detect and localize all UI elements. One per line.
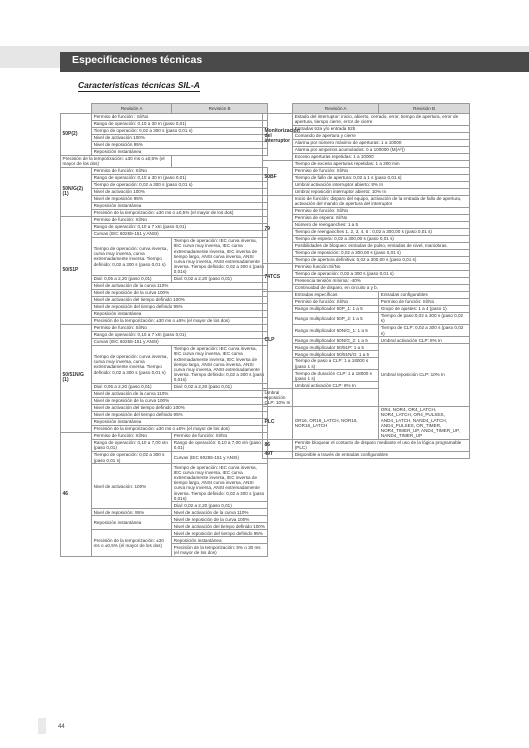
table-cell: Tiempo de operación: IEC curva inversa, IEC curva muy inversa, IEC curva extremadamente inversa, IEC inversa de tiempo largo, ANSI curva inversa, ANSI curva muy inversa, ANSI extremadamente inversa. Tiempo definido: 0,02 a 300 s (paso 0,01s) (172, 237, 268, 275)
table-cell: Nivel de reposición de la curva 100% (92, 289, 268, 296)
table-cell: Permiso función:Sí/No (293, 263, 470, 270)
table-cell: Umbral activación interruptor abierto: 8% In (293, 181, 470, 188)
table-cell: Entradas 52a y/o entrada 52b (293, 125, 470, 132)
table-row (61, 530, 268, 537)
table-cell: Tiempo de apertura definitiva: 0,02 a 300,00 s (paso 0,01 s) (293, 256, 470, 263)
table-cell: Nivel de activación: 100% (92, 464, 172, 509)
table-cell: Nivel de reposición de la curva 100% (92, 397, 268, 404)
row-header: 86 (263, 439, 293, 451)
table-cell: Inicio de función: disparo del equipo, activación de la entrada de fallo de apertura, activación del mando de apertura del interruptor (293, 195, 470, 207)
table-cell: Rango multiplicador 50P_1: 1 a 5 (293, 305, 379, 312)
table-row (263, 228, 470, 235)
table-cell: Permiso de espera: Sí/No (293, 214, 470, 221)
table-row (263, 221, 470, 228)
table-cell: Entradas configurables (379, 291, 470, 298)
table-cell: Nivel de reposición 95% (92, 141, 268, 148)
table-cell: Precisión de la temporización: ±30 ms o ±0,5% (el mayor de los dos) (61, 155, 172, 167)
table-row (61, 181, 268, 188)
table-cell: Nivel de reposición del tiempo definido 95% (92, 411, 268, 418)
table-cell: Permiso de función: Sí/No (92, 432, 172, 439)
table-cell: Reposición instantánea (172, 537, 268, 544)
table-row (263, 344, 470, 351)
row-header: 49T (263, 452, 293, 459)
table-row (263, 153, 470, 160)
table-row (263, 270, 470, 277)
table-cell: Umbral reposición CLP: 10% In (263, 389, 293, 406)
table-cell: Permiso de función: Sí/No (92, 324, 268, 331)
table-cell: Rango multiplicador 50N/G_2: 1 a 5 (293, 337, 379, 344)
table-cell: Nivel de reposición del tiempo definido 95% (172, 530, 268, 537)
table-cell: Estado del interruptor: inicio, abierto, cerrado, error, tiempo de apertura, error de apertura, tiempo cierre, error de cierre (293, 113, 470, 125)
table-row (61, 425, 268, 432)
table-cell: Nivel de activación del tiempo definido 100% (172, 523, 268, 530)
table-cell: Precisión de la temporización: ±30 ms o ±0,5% (el mayor de los dos) (92, 530, 172, 556)
table-cell: Dial: 0,02 a 2,20 (paso 0,01) (172, 275, 268, 282)
table-cell: Tiempo de reenganches 1, 2, 3, 4, 5 : 0,02 a 300,00 s (paso 0,01 s) (293, 228, 470, 235)
table-row (263, 195, 470, 207)
table-row (61, 317, 268, 324)
table-row (263, 146, 470, 153)
table-cell: Rango multiplicador 50/51P: 1 a 5 (293, 344, 379, 351)
table-cell: Tiempo de paso:0,02 a 300 s (paso 0,02 s) (379, 312, 470, 324)
table-cell: Precisión de la temporización: 5% o 30 ms (el mayor de los dos) (172, 544, 268, 556)
table-cell: Nivel de activación 100% (92, 188, 268, 195)
table-cell: Rango de operación: 0,10 a 7,00 xIn (paso 0,01) (172, 439, 268, 451)
table-cell: Nivel de activación de la curva 110% (92, 282, 268, 289)
table-row (61, 509, 268, 516)
section-title: Especificaciones técnicas (72, 54, 203, 66)
table-row (263, 263, 470, 270)
table-cell: Rango de operación: 0,10 a 30 In (paso 0,01) (92, 120, 268, 127)
table-cell: Nivel de activación de la curva 110% (172, 509, 268, 516)
row-header: 50/51N/G (1) (61, 324, 92, 432)
table-cell: Comando de apertura y cierre (293, 132, 470, 139)
table-row (61, 275, 268, 282)
table-row (61, 134, 268, 141)
table-row (61, 216, 268, 223)
table-row (61, 237, 268, 275)
table-row (263, 235, 470, 242)
table-row (263, 305, 470, 312)
table-cell: Nivel de reposición: 95% (92, 509, 172, 516)
row-header: 50BF (263, 160, 293, 195)
left-header-rev-b: Revisión B (172, 104, 268, 114)
table-cell: Nivel de activación 100% (92, 134, 268, 141)
table-cell: Tiempo de duración CLP: 1 a 18000 s (paso 1 s) (293, 370, 379, 382)
table-row (61, 439, 268, 451)
table-row (263, 312, 470, 324)
table-row (61, 432, 268, 439)
left-header-rev-a: Revisión A (92, 104, 172, 114)
table-cell: Tiempo de operación: curva inversa, curva muy inversa, curva extremadamente inversa. Tiempo definido: 0,02 a 300 s (paso 0,01 s) (92, 345, 172, 383)
table-cell: Precisión de la temporización: ±30 ms o ±5% (el mayor de los dos) (92, 317, 268, 324)
table-row (263, 298, 470, 305)
table-cell: Alarma por amperios acumulados: 0 a 100000 (M(A²)) (293, 146, 470, 153)
table-cell: OR4, NOR4, OR4_LATCH, NOR4_LATCH, OR4_PULSES, AND4_LATCH, NAND4_LATCH, AND4_PULSES, OR_TIMER, NOR4_TIMER_UP, AND4_TIMER_UP, NAND4_TIMER_UP (379, 406, 470, 439)
table-cell: Permiso de función: Sí/No (172, 432, 268, 439)
table-row (263, 256, 470, 263)
right-corner-cell (263, 104, 293, 114)
table-row (61, 113, 268, 120)
table-cell: Alarma por número máximo de aperturas: 1 a 10000 (293, 139, 470, 146)
row-header: 46 (61, 432, 92, 556)
table-cell: Nivel de activación del tiempo definido 100% (92, 296, 268, 303)
table-row (263, 452, 470, 459)
table-row (263, 214, 470, 221)
table-cell: Presencia tensión mínima: -40% (293, 277, 470, 284)
table-cell: Rango de operación: 0,10 a 7 xIn (paso 0,01) (92, 223, 268, 230)
table-cell: Permiso de función : Sí/No (92, 113, 268, 120)
table-cell: Umbral activación CLP: 8% In (293, 382, 379, 389)
table-cell: Reposición instantánea (92, 148, 268, 155)
right-table-body (263, 113, 470, 458)
table-row (61, 167, 268, 174)
table-row (263, 174, 470, 181)
table-cell: Tiempo de espera: 0,02 a 300,00 s (paso 0,01 s) (293, 235, 470, 242)
table-cell: Rango multiplicador 50N/G_1: 1 a 5 (293, 324, 379, 336)
table-cell: Reposición instantánea (92, 202, 268, 209)
table-cell: Umbral reposición interruptor abierto: 10% In (293, 188, 470, 195)
table-row (61, 282, 268, 289)
table-cell: Permiso de función: Sí/No (92, 216, 268, 223)
table-row (61, 120, 268, 127)
table-cell: Permiso de función: Sí/No (92, 167, 268, 174)
page-subtitle: Características técnicas SIL-A (78, 80, 200, 90)
table-row (61, 516, 268, 523)
table-row (61, 223, 268, 230)
table-cell: Umbral reposición CLP: 10% In (379, 344, 470, 407)
page-number: 44 (58, 724, 65, 730)
table-cell: Permiso de función: Sí/No (293, 167, 470, 174)
table-cell: Curvas (IEC 60255-151 y ANSI) (92, 230, 268, 237)
table-row (61, 338, 268, 345)
table-row (61, 230, 268, 237)
table-cell: Nivel de reposición 95% (92, 195, 268, 202)
table-cell: Reposición instantánea (92, 418, 268, 425)
table-cell: Curvas (IEC 60255-151 y ANSI) (172, 452, 268, 464)
table-row (61, 202, 268, 209)
page-edge-mark (38, 718, 46, 734)
table-cell: Continuidad de disparo, en circuito a y b. (293, 284, 470, 291)
table-row (61, 418, 268, 425)
table-cell: Permiso de función: Sí/No (293, 208, 470, 215)
table-cell: Exceso aperturas repetidas: 1 a 10000 (293, 153, 470, 160)
table-cell: Tiempo de operación: IEC curva inversa, IEC curva muy inversa, IEC curva extremadamente inversa, IEC inversa de tiempo largo, ANSI curva inversa, ANSI curva muy inversa, ANSI extremadamente inversa. Tiempo definido: 0,02 a 300 s (paso 0,01s) (172, 345, 268, 383)
table-cell: Nivel de reposición del tiempo definido 95% (92, 303, 268, 310)
table-row (263, 277, 470, 284)
table-row (61, 331, 268, 338)
table-cell: Tiempo de operación: IEC curva inversa, IEC curva muy inversa, IEC curva extremadamente inversa, IEC inversa de tiempo largo, ANSI curva inversa, ANSI curva muy inversa, ANSI extremadamente inversa. Tiempo definido: 0,02 a 300 s (paso 0,01s) (172, 464, 268, 502)
table-cell: Nivel de reposición de la curva 100% (172, 516, 268, 523)
table-cell: Grupo de ajustes: 1 a 4 (paso 1) (379, 305, 470, 312)
table-cell: Permiso de función: Sí/No (293, 298, 379, 305)
table-row (61, 411, 268, 418)
table-row (61, 303, 268, 310)
table-row (61, 404, 268, 411)
table-cell: Número de reenganches: 1 a 5 (293, 221, 470, 228)
table-cell: Tiempo de operación: 0,02 a 300 s (paso 0,01 s) (92, 181, 268, 188)
row-header: 50P(2) (61, 113, 92, 155)
table-row (61, 148, 268, 155)
table-row (263, 188, 470, 195)
table-cell: Rango multiplicador 50P_2: 1 a 5 (293, 312, 379, 324)
table-row (263, 249, 470, 256)
right-header-rev-a: Revisión A (293, 104, 379, 114)
table-row (61, 397, 268, 404)
table-row (263, 160, 470, 167)
table-row (61, 289, 268, 296)
table-row (61, 174, 268, 181)
table-row (61, 188, 268, 195)
row-header: CLP (263, 291, 293, 389)
table-cell: Tiempo de CLP: 0,02 a 300 s (paso 0,02 s) (379, 324, 470, 336)
table-cell: Nivel de activación de la curva 110% (92, 390, 268, 397)
table-row (61, 452, 268, 464)
table-row (61, 383, 268, 390)
table-cell: Tiempo de paso a CLP: 1 a 18000 s (paso 1 s) (293, 358, 379, 370)
table-row (61, 141, 268, 148)
table-cell: Nivel de activación del tiempo definido 100% (92, 404, 268, 411)
table-row (61, 195, 268, 202)
right-spec-table (262, 103, 470, 459)
row-header: PLC (263, 406, 293, 439)
table-cell: Dial: 0,02 a 2,20 (paso 0,01) (172, 383, 268, 390)
row-header: 50/51P (61, 216, 92, 324)
table-cell: Posibilidades de bloqueo: entradas de pulso, entradas de nivel, maniobras. (293, 242, 470, 249)
table-cell: Umbral activación CLP: 8% In (379, 337, 470, 344)
table-row (263, 406, 470, 439)
table-row (263, 439, 470, 451)
table-cell: Rango de operación: 0,10 a 7,00 xIn (paso 0,01) (92, 439, 172, 451)
table-cell: Reposición instantánea (92, 310, 268, 317)
table-cell: Precisión de la temporización: ±30 ms o ±0,5% (el mayor de los dos) (92, 209, 268, 216)
row-header: 74TCS (263, 263, 293, 291)
table-row (263, 324, 470, 336)
table-row (263, 337, 470, 344)
table-row (61, 296, 268, 303)
row-header: 79 (263, 195, 293, 263)
table-cell: Dial: 0,05 a 2,20 (paso 0,01) (92, 383, 172, 390)
table-cell: Tiempo de reposición: 0,02 a 300,00 s (paso 0,01 s) (293, 249, 470, 256)
table-row (61, 345, 268, 383)
table-cell: Tiempo de operación: curva inversa, curva muy inversa, curva extremadamente inversa. Tiempo definido: 0,02 a 300 s (paso 0,01 s) (92, 237, 172, 275)
table-cell: Tiempo de operación: 0,02 a 300 s (paso 0,01 s) (92, 452, 172, 464)
left-spec-table (60, 103, 268, 557)
table-cell: Dial: 0,05 a 2,20 (paso 0,01) (92, 275, 172, 282)
table-row (263, 181, 470, 188)
table-row (61, 209, 268, 216)
table-cell: Tiempo de fallo de apertura: 0,02 a 1 s (paso 0,01 s) (293, 174, 470, 181)
table-row (263, 284, 470, 291)
table-row (263, 208, 470, 215)
table-row (263, 291, 470, 298)
table-row (61, 127, 268, 134)
row-header: 50N/G(2) (1) (61, 167, 92, 216)
table-row (263, 167, 470, 174)
table-cell: Rango de operación: 0,10 a 30 In (paso 0,01) (92, 174, 268, 181)
table-cell: OR16, OR16_LATCH, NOR16, NOR16_LATCH (293, 406, 379, 439)
table-cell: Permiso de función: Sí/No (379, 298, 470, 305)
table-cell: Tiempo de operación: 0,02 a 300 s (paso 0,01 s) (92, 127, 268, 134)
table-cell: Disponible a través de entradas configurables (293, 452, 470, 459)
table-cell: Permite bloquear el contacto de disparo mediante el uso de la lógica programable (PLC) (293, 439, 470, 451)
table-row (61, 155, 268, 167)
table-cell: Precisión de la temporización: ±30 ms o ±5% (el mayor de los dos) (92, 425, 268, 432)
left-corner-cell (61, 104, 92, 114)
table-cell: Tiempo de operación: 0,02 a 300 s (paso 0,01 s) (293, 270, 470, 277)
table-row (263, 113, 470, 125)
right-header-rev-b: Revisión B (379, 104, 470, 114)
table-row (263, 139, 470, 146)
table-cell: Entradas específicas (293, 291, 379, 298)
table-cell: Tiempo de exceso aperturas repetidas: 1 a 300 min (293, 160, 470, 167)
table-row (61, 464, 268, 502)
row-header: Monitorización del interruptor (263, 113, 293, 160)
table-row (61, 324, 268, 331)
table-row (61, 310, 268, 317)
table-cell: Dial: 0,02 a 2,20 (paso 0,01) (172, 502, 268, 509)
table-cell: Rango multiplicador 50/51N/G: 1 a 5 (293, 351, 379, 358)
table-row (263, 242, 470, 249)
table-cell: Rango de operación: 0,10 a 7 xIn (paso 0,01) (92, 331, 268, 338)
left-table-body (61, 113, 268, 556)
table-cell: Reposición instantánea (92, 516, 172, 530)
table-row (61, 390, 268, 397)
table-cell: Curvas (IEC 60255-151 y ANSI) (92, 338, 268, 345)
